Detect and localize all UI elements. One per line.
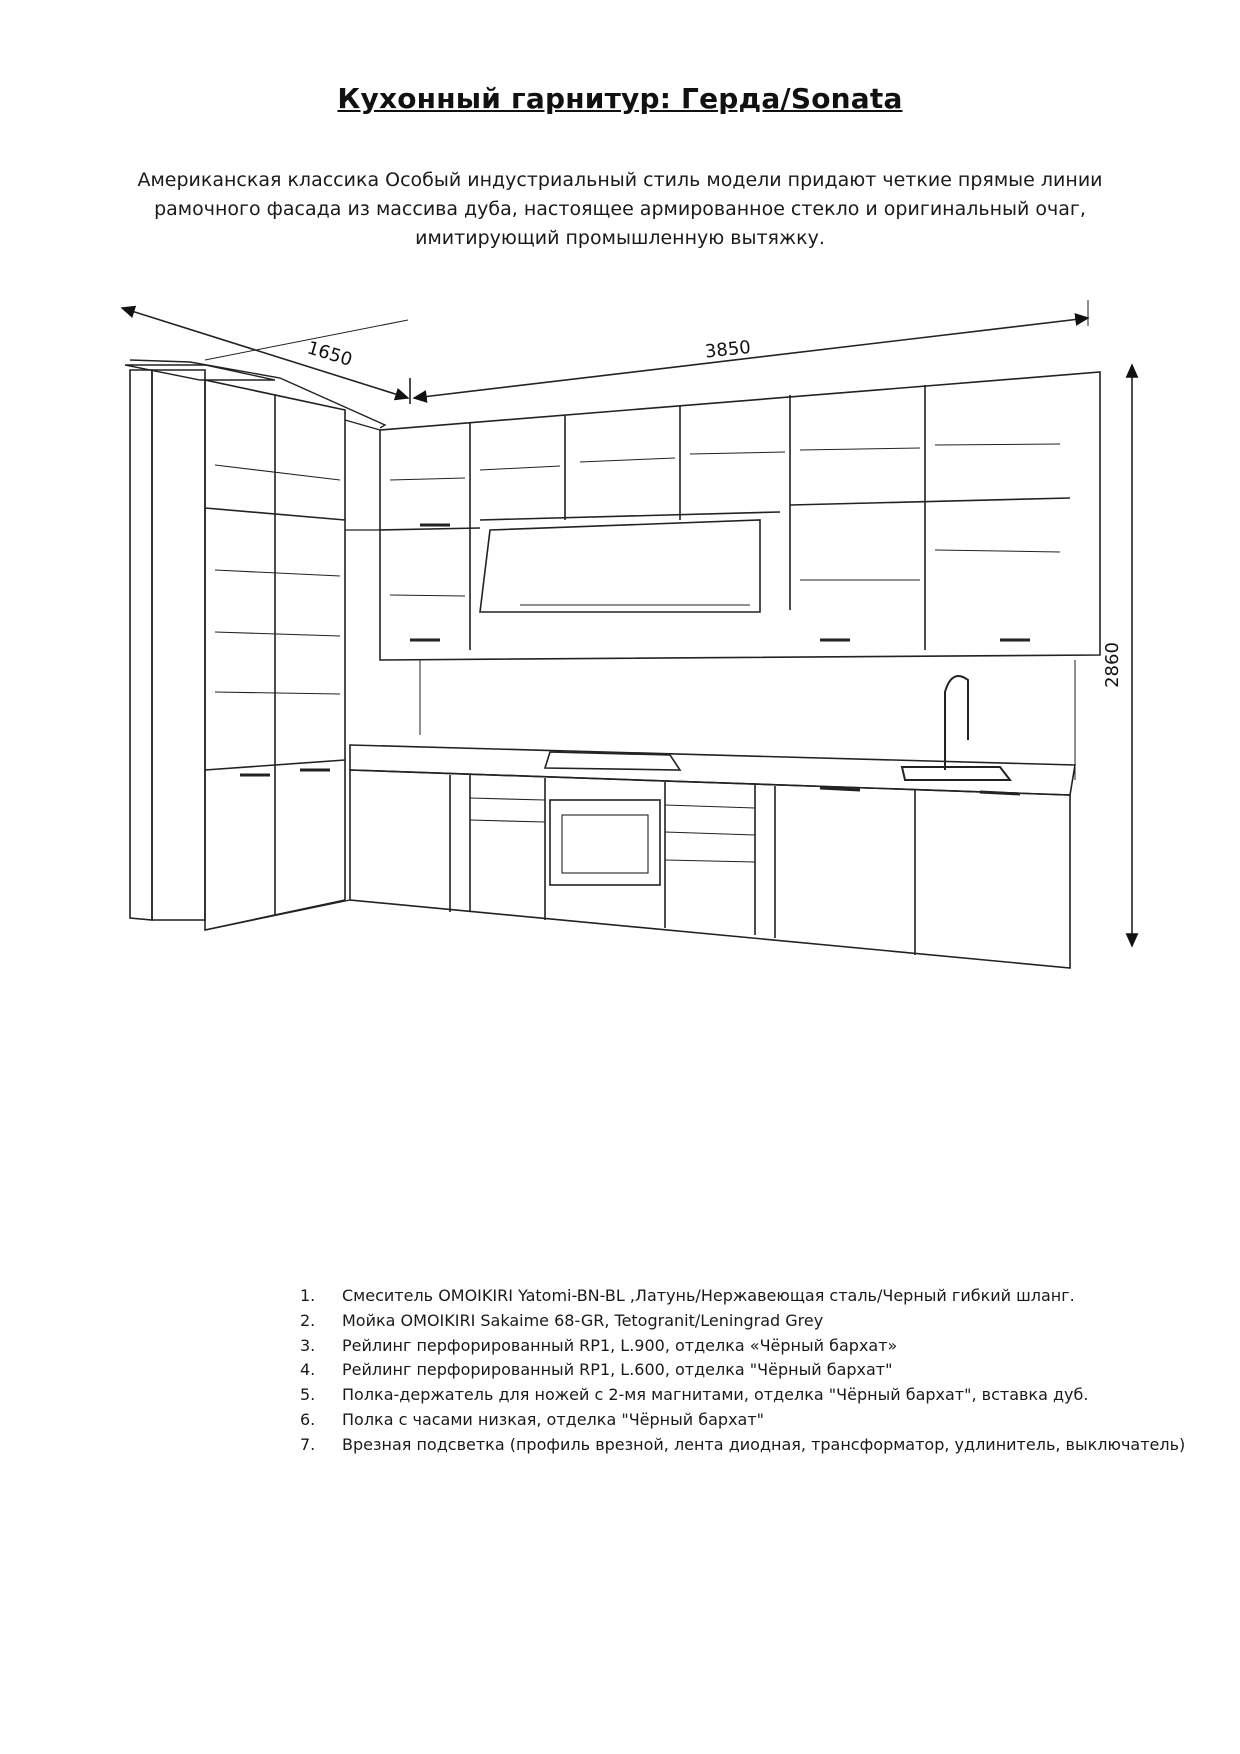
- end-panel: [130, 370, 152, 920]
- list-item: 2. Мойка OMOIKIRI Sakaime 68-GR, Tetogranit/Leningrad Grey: [300, 1310, 824, 1330]
- kitchen-drawing: [0, 290, 1240, 990]
- items-list: [300, 1284, 1185, 1458]
- dimension-line-top: [414, 318, 1088, 398]
- document-description: Американская классика Особый индустриальный стиль модели придают четкие прямые линии рамочного фасада из массива дуба, настоящее армированное стекло и оригинальный очаг, имитирующий промышленную вытяжку.: [137, 169, 1103, 249]
- list-item: 3. Рейлинг перфорированный RP1, L.900, отделка «Чёрный бархат»: [300, 1335, 898, 1355]
- list-item: 7. Врезная подсветка (профиль врезной, лента диодная, трансформатор, удлинитель, выключатель): [300, 1434, 1186, 1454]
- dimension-label-top: 3850: [703, 336, 752, 363]
- hood: [480, 520, 760, 612]
- dimension-label-height: 2860: [1102, 642, 1123, 688]
- upper-cabinets: [380, 372, 1100, 660]
- document-title: Кухонный гарнитур: Герда/Sonata: [337, 82, 903, 115]
- dimension-label-left: 1650: [304, 337, 355, 371]
- dimension-line-left: [122, 308, 408, 398]
- list-item: 6. Полка с часами низкая, отделка "Чёрный бархат": [300, 1409, 765, 1429]
- faucet: [945, 676, 968, 770]
- lower-cabinets: [350, 770, 1070, 968]
- hob: [545, 752, 680, 770]
- countertop: [350, 745, 1075, 795]
- list-item: 1. Смеситель OMOIKIRI Yatomi-BN-BL ,Латунь/Нержавеющая сталь/Черный гибкий шланг.: [300, 1286, 1075, 1305]
- sink: [902, 767, 1010, 780]
- list-item: 5. Полка-держатель для ножей с 2-мя магнитами, отделка "Чёрный бархат", вставка дуб.: [300, 1385, 1089, 1405]
- list-item: 4. Рейлинг перфорированный RP1, L.600, отделка "Чёрный бархат": [300, 1360, 893, 1380]
- oven: [550, 800, 660, 885]
